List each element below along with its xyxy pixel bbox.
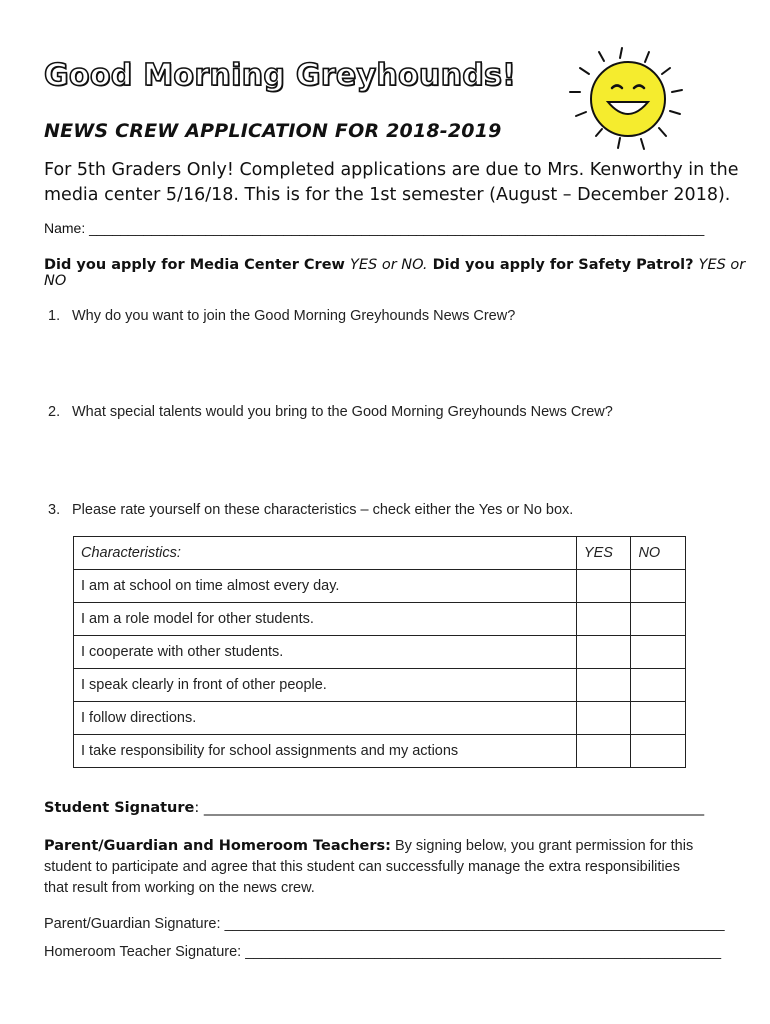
- header-yes: YES: [576, 537, 631, 570]
- no-checkbox-cell[interactable]: [631, 669, 686, 702]
- yes-checkbox-cell[interactable]: [576, 702, 631, 735]
- student-signature-field[interactable]: [44, 800, 704, 816]
- safety-patrol-question: Did you apply for Safety Patrol?: [427, 257, 699, 273]
- header-characteristics: Characteristics:: [74, 537, 577, 570]
- yes-checkbox-cell[interactable]: [576, 735, 631, 768]
- question-1: [48, 308, 515, 324]
- no-checkbox-cell[interactable]: [631, 702, 686, 735]
- question-3: [48, 502, 573, 518]
- characteristic-cell: I am a role model for other students.: [74, 603, 577, 636]
- parent-section-lead: Parent/Guardian and Homeroom Teachers:: [44, 838, 391, 854]
- parent-permission-text: [44, 836, 704, 899]
- no-checkbox-cell[interactable]: [631, 636, 686, 669]
- header-no: NO: [631, 537, 686, 570]
- characteristic-cell: I follow directions.: [74, 702, 577, 735]
- characteristic-cell: I am at school on time almost every day.: [74, 570, 577, 603]
- question-number: 2.: [48, 404, 61, 420]
- no-checkbox-cell[interactable]: [631, 570, 686, 603]
- no-checkbox-cell[interactable]: [631, 735, 686, 768]
- student-signature-label: Student Signature: [44, 800, 195, 816]
- question-text: Please rate yourself on these characteristics – check either the Yes or No box.: [72, 502, 574, 518]
- question-text: What special talents would you bring to the Good Morning Greyhounds News Crew?: [72, 404, 613, 420]
- intro-text: For 5th Graders Only! Completed applications are due to Mrs. Kenworthy in the media center 5/16/18. This is for the 1st semester (August – December 2018).: [44, 160, 739, 205]
- table-row: [74, 603, 686, 636]
- characteristic-cell: I cooperate with other students.: [74, 636, 577, 669]
- table-row: [74, 669, 686, 702]
- name-field[interactable]: [44, 220, 704, 236]
- question-number: 3.: [48, 502, 61, 518]
- teacher-signature-field[interactable]: [44, 944, 721, 960]
- no-checkbox-cell[interactable]: [631, 603, 686, 636]
- teacher-signature-label: Homeroom Teacher Signature:: [44, 944, 246, 960]
- smiling-sun-icon: [562, 44, 692, 154]
- student-signature-line: : _____________________________________________________________________: [194, 800, 705, 816]
- page-title: Good Morning Greyhounds!: [44, 58, 517, 93]
- teacher-signature-line: ___________________________________________________________: [245, 944, 722, 960]
- apply-question-line: [44, 257, 770, 289]
- question-2: [48, 404, 613, 420]
- yes-checkbox-cell[interactable]: [576, 570, 631, 603]
- table-row: [74, 735, 686, 768]
- yes-checkbox-cell[interactable]: [576, 603, 631, 636]
- table-header-row: [74, 537, 686, 570]
- parent-signature-label: Parent/Guardian Signature:: [44, 916, 225, 932]
- table-row: [74, 636, 686, 669]
- name-label: Name:: [44, 220, 90, 236]
- parent-signature-field[interactable]: [44, 916, 725, 932]
- parent-signature-line: ______________________________________________________________: [224, 916, 725, 932]
- question-text: Why do you want to join the Good Morning Greyhounds News Crew?: [72, 308, 516, 324]
- safety-patrol-options[interactable]: YES or NO: [44, 257, 746, 289]
- yes-checkbox-cell[interactable]: [576, 669, 631, 702]
- rating-table: [73, 536, 686, 768]
- characteristic-cell: I speak clearly in front of other people.: [74, 669, 577, 702]
- parent-section-body: By signing below, you grant permission for this student to participate and agree that this student can successfully manage the extra responsibilities that result from working on the news crew.: [44, 838, 694, 896]
- subtitle: NEWS CREW APPLICATION FOR 2018-2019: [44, 120, 502, 142]
- yes-checkbox-cell[interactable]: [576, 636, 631, 669]
- table-row: [74, 702, 686, 735]
- media-crew-question: Did you apply for Media Center Crew: [44, 257, 350, 273]
- question-number: 1.: [48, 308, 61, 324]
- name-underline: _______________________________________________________________________________: [89, 220, 705, 236]
- characteristic-cell: I take responsibility for school assignments and my actions: [74, 735, 577, 768]
- table-row: [74, 570, 686, 603]
- media-crew-options[interactable]: YES or NO.: [349, 257, 428, 273]
